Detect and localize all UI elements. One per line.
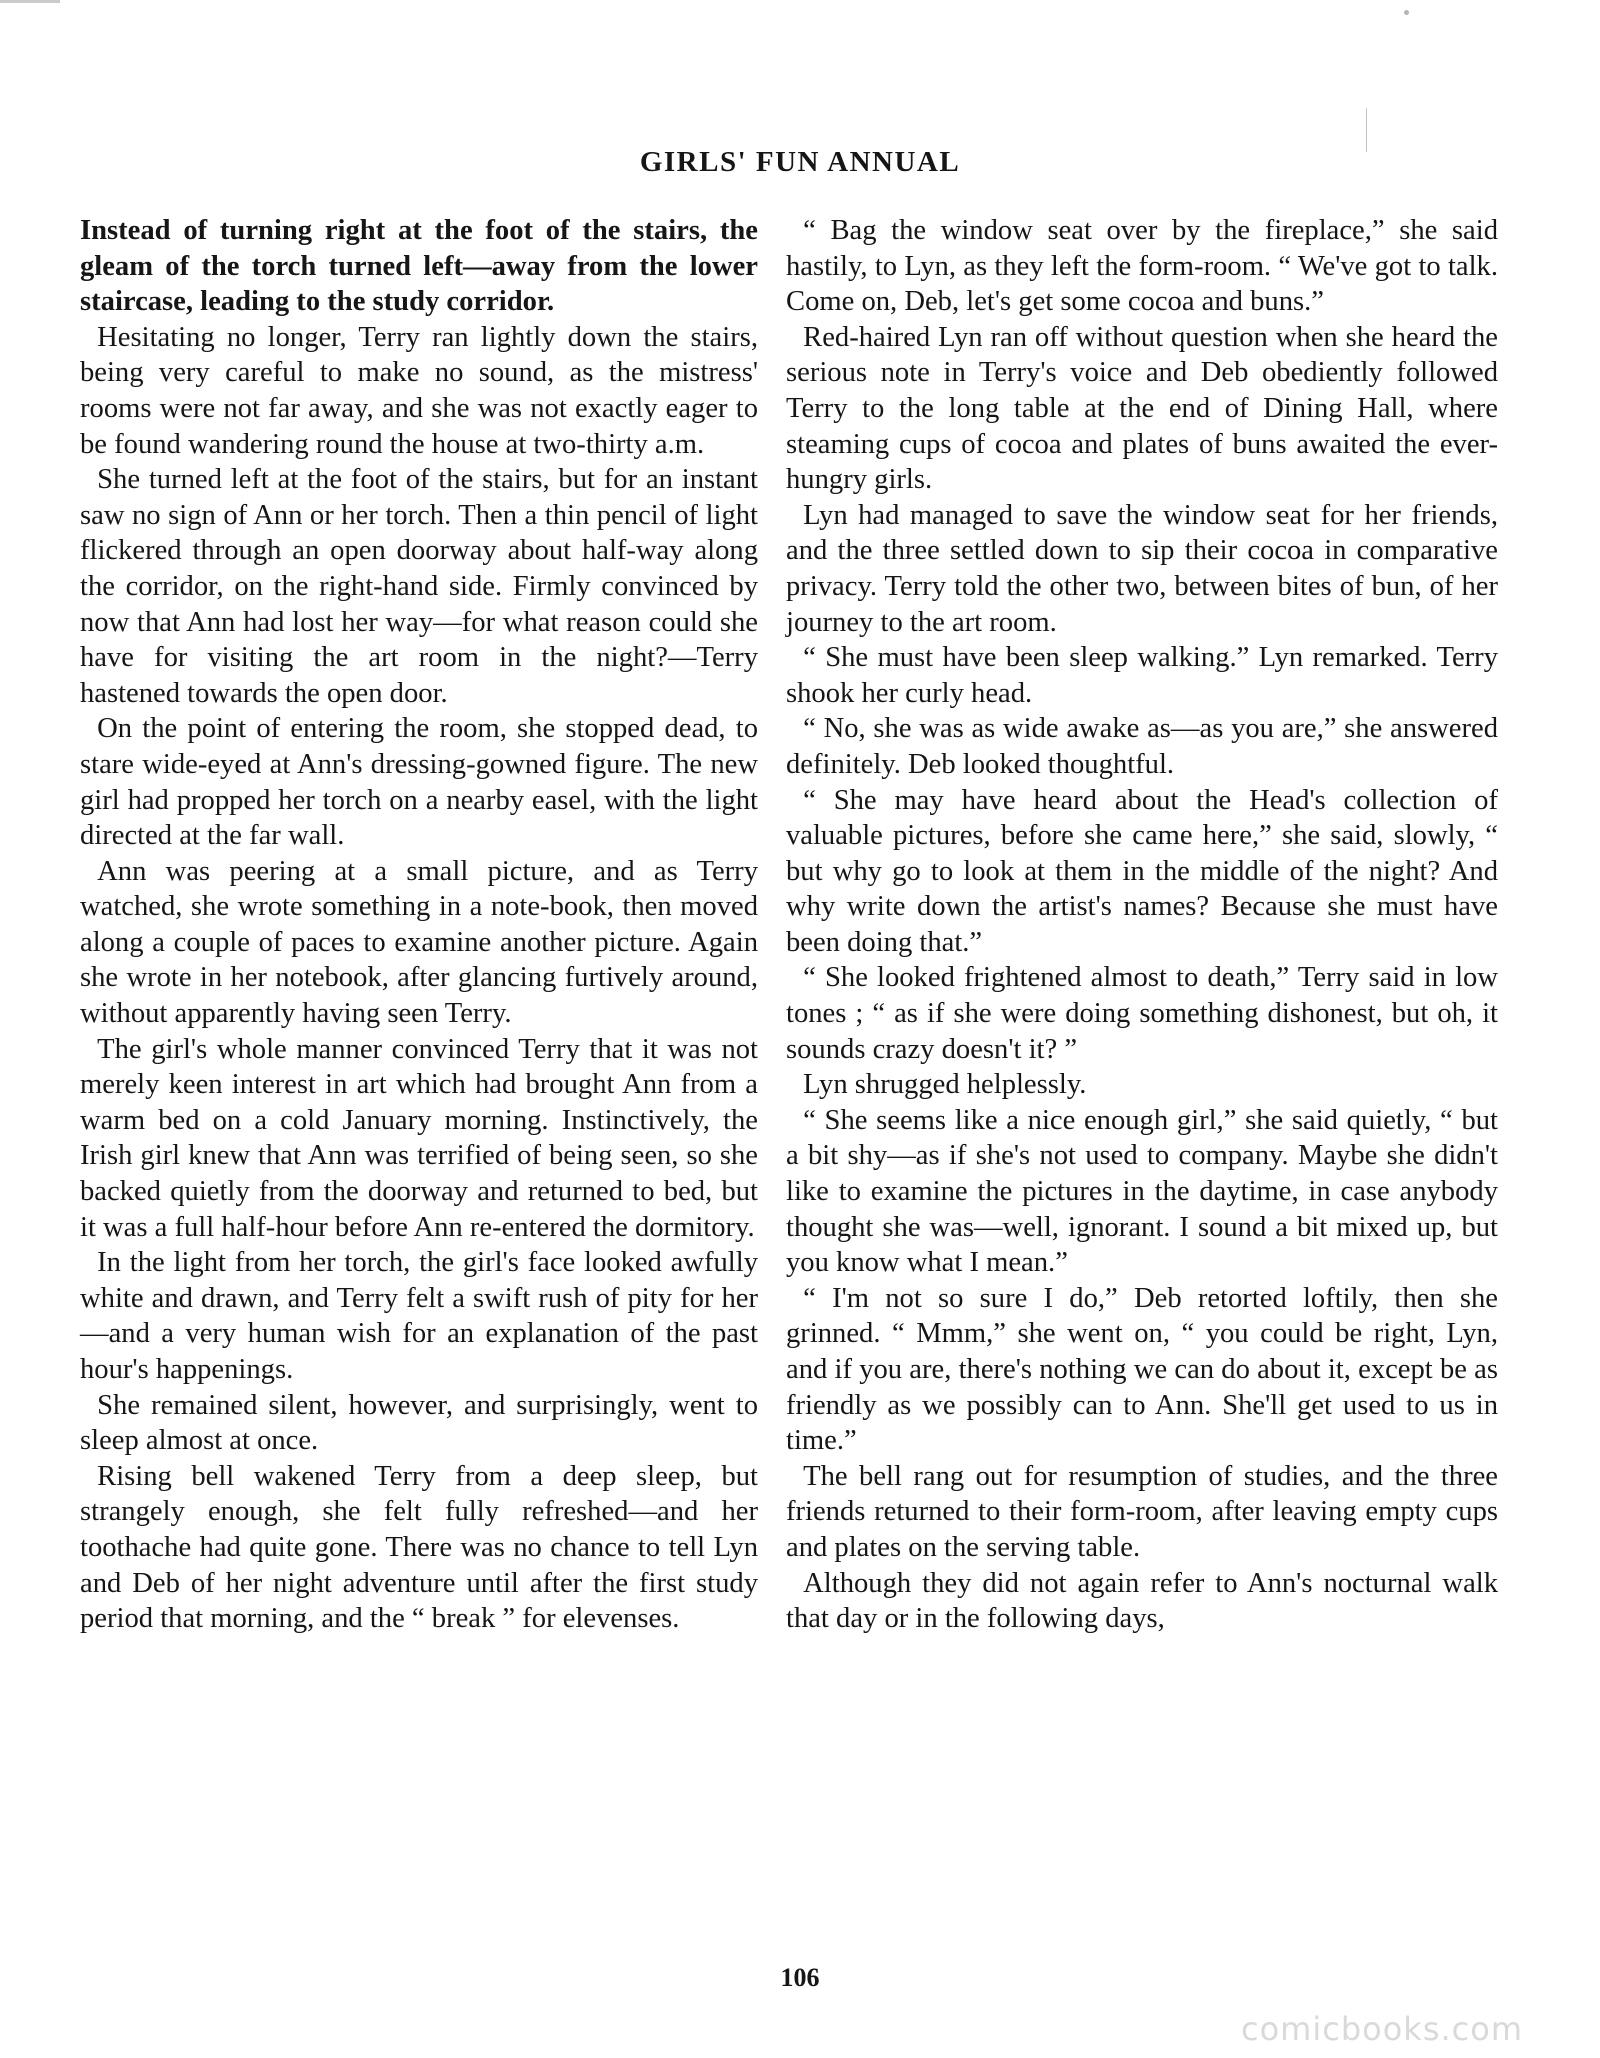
paragraph: Although they did not again refer to Ann's nocturnal walk that day or in the following days, (786, 1567, 1498, 1635)
paragraph: The bell rang out for resumption of studies, and the three friends returned to their form-room, after leaving empty cups and plates on the serving table. (786, 1460, 1498, 1563)
paragraph: Instead of turning right at the foot of the stairs, the gleam of the torch turned left—away from the lower staircase, leading to the study corridor. (80, 215, 758, 318)
paragraph: “ Bag the window seat over by the fireplace,” she said hastily, to Lyn, as they left the form-room. “ We've got to talk. Come on, Deb, let's get some cocoa and buns.” (786, 215, 1498, 318)
right-column (786, 213, 1498, 1637)
paragraph: The girl's whole manner convinced Terry that it was not merely keen interest in art which had brought Ann from a warm bed on a cold January morning. Instinctively, the Irish girl knew that Ann was terrified of being seen, so she backed quietly from the doorway and returned to bed, but it was a full half-hour before Ann re-entered the dormitory. (80, 1033, 758, 1243)
paragraph: Lyn had managed to save the window seat for her friends, and the three settled down to sip their cocoa in comparative privacy. Terry told the other two, between bites of bun, of her journey to the art room. (786, 499, 1498, 638)
paragraph: She remained silent, however, and surprisingly, went to sleep almost at once. (80, 1389, 758, 1457)
paragraph: “ She may have heard about the Head's collection of valuable pictures, before she came here,” she said, slowly, “ but why go to look at them in the middle of the night? And why write down the artist's names? Because she must have been doing that.” (786, 784, 1498, 958)
paragraph: Red-haired Lyn ran off without question when she heard the serious note in Terry's voice and Deb obediently followed Terry to the long table at the end of Dining Hall, where steaming cups of cocoa and plates of buns awaited the ever-hungry girls. (786, 321, 1498, 496)
scan-artifact (0, 0, 60, 3)
paragraph: Ann was peering at a small picture, and as Terry watched, she wrote something in a note-book, then moved along a couple of paces to examine another picture. Again she wrote in her notebook, after glancing furtively around, without apparently having seen Terry. (80, 855, 758, 1030)
paragraph: On the point of entering the room, she stopped dead, to stare wide-eyed at Ann's dressing-gowned figure. The new girl had propped her torch on a nearby easel, with the light directed at the far wall. (80, 713, 758, 852)
scan-speck (1404, 10, 1409, 15)
watermark: comicbooks.com (1240, 2010, 1523, 2048)
page-number: 106 (780, 1963, 820, 1992)
paragraph: Hesitating no longer, Terry ran lightly down the stairs, being very careful to make no sound, as the mistress' rooms were not far away, and she was not exactly eager to be found wandering round the house at two-thirty a.m. (80, 321, 758, 460)
paragraph: “ She must have been sleep walking.” Lyn remarked. Terry shook her curly head. (786, 642, 1498, 709)
paragraph: In the light from her torch, the girl's face looked awfully white and drawn, and Terry felt a swift rush of pity for her—and a very human wish for an explanation of the past hour's happenings. (80, 1247, 758, 1385)
paragraph: Lyn shrugged helplessly. (803, 1069, 1087, 1101)
paragraph: “ I'm not so sure I do,” Deb retorted loftily, then she grinned. “ Mmm,” she went on, “ you could be right, Lyn, and if you are, there's nothing we can do about it, except be as friendly as we possibly can to Ann. She'll get used to us in time.” (786, 1282, 1498, 1457)
paragraph: “ No, she was as wide awake as—as you are,” she answered definitely. Deb looked thoughtful. (786, 713, 1498, 780)
paragraph: “ She seems like a nice enough girl,” she said quietly, “ but a bit shy—as if she's not used to company. Maybe she didn't like to examine the pictures in the daytime, in case anybody thought she was—well, ignorant. I sound a bit mixed up, but you know what I mean.” (786, 1104, 1498, 1279)
running-header: GIRLS' FUN ANNUAL (639, 146, 961, 178)
paragraph: “ She looked frightened almost to death,” Terry said in low tones ; “ as if she were doing something dishonest, but oh, it sounds crazy doesn't it? ” (786, 962, 1498, 1065)
paragraph: Rising bell wakened Terry from a deep sleep, but strangely enough, she felt fully refreshed—and her toothache had quite gone. There was no chance to tell Lyn and Deb of her night adventure until after the first study period that morning, and the “ break ” for elevenses. (80, 1460, 758, 1635)
left-column (80, 213, 758, 1637)
paragraph: She turned left at the foot of the stairs, but for an instant saw no sign of Ann or her torch. Then a thin pencil of light flickered through an open doorway about half-way along the corridor, on the right-hand side. Firmly convinced by now that Ann had lost her way—for what reason could she have for visiting the art room in the night?—Terry hastened towards the open door. (80, 464, 758, 709)
